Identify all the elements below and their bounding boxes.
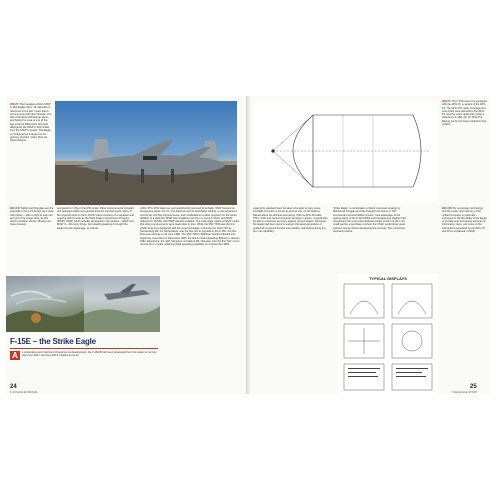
caption-top-right: RIGHT: The F-15E was to be equipped with the APG-70, a variant of the APG-63. The APG-70's radar coverage and scan limits were identical to the APG-63, and the recon radar plan mode is featured in F-15E. (Dr. Dr Pnk) The Boeing set fly the basic production line. (USAF) xyxy=(442,100,487,127)
section-heading: F-15E – the Strike Eagle xyxy=(10,337,96,346)
page-number-right: 25 xyxy=(470,384,477,390)
body-text-col2: a MIL-STD-1760 data bus, and significantly improved its lethality. MSIP focused on several key areas: the CC, the data bus and its associated cabling, a new armament control set, HOTAS improvements, and modifications to allow provision for the future addition of a data link. MSIP was installed in kit form on some F-15As, and MSIP delivered F-15C/Ds with MSIP already installed. The multi-stage nature of MSIP meant that other improvements were made later in time. While the 36th TFW was the first USAF wing to be equipped with the improved Eagle, in Europe the 32nd TFS at Soesterberg AB, the Netherlands, was the first unit to upgrade to the F-15C, the first three jets arriving on 12 June 1980. The 36th TFW's 'Bulldogs' quickly followed suit, beginning conversion in December 1980, the last A-model departing Bitburg in January 1981. Elsewhere, the 44th 'Vampires' at Kadena AB, Okinawa, was the first TAC unit to receive the C-model, attaining initial operating capability on 4 November 1981. xyxy=(140,207,240,247)
caption-bottom-left: BELOW: McDonnell Douglas saw the potential in the F-15 design as a 'dual-role' fighter – able to fight its way into and out of the target area, as this artist's rendition shows. (Boeing via Steve Davies) xyxy=(10,207,54,227)
body-text-right-col2: 'Strike Eagle', a combination of client corporate strategy by McDonnell Douglas and the foresight and vision of TAC commander General Wilbur Creech, took advantage of the ageing status of the F-111 McDonnell Douglas and Hughes had recognised that a two-seat dedicated strike version of the F-15 could well be a purchase to whom the USAF would show great interest, and set about developing the concept. The consortium received positive xyxy=(333,207,406,234)
body-text-col1: compared to 7.25g of the A/B model. Other improvements included anti-resistant radios and general avionics improvements. Many of the improvements to the F-15C/D came courtesy of a separate and ongoing effort known as the Multi-Stage Improvement Program (MSIP). MSIP, which actually developed in two phases – MSIP and MSIP II – did many things, but broadly speaking it brought the Eagle into the digital age, to include xyxy=(57,207,134,230)
running-footer-left: F-15 EAGLE MANUAL xyxy=(10,391,38,394)
drop-cap: A xyxy=(10,351,20,360)
artwork-strike-eagle-right xyxy=(84,276,160,332)
caption-top-left: RIGHT: The Louisiana ANG's MSIP F-15A Eagles carry 'JZ' tailcodes in reference to the jazz music that is synonymous with New Orleans. The lack of bumble-fold fairings above and below the nose is one of the few external differences that help distinguish the MSIP F-15A model from the MSIP C-model. This Eagle is configured as a target tow for gunnery practice. (Gary Klett via Steve Davies) xyxy=(10,103,52,143)
running-footer-right: THE EAGLE STORY xyxy=(452,391,478,394)
typical-displays-diagram xyxy=(338,274,438,394)
heading-rule xyxy=(10,348,158,349)
photo-f15-on-flightline xyxy=(55,101,237,205)
body-text-right-col1: superiority standard load, but also to be able to carry some 15,000lb of bombs in the air-to-ground role, on 18 stations filtered about the airframe and wings. With its APG-63 radar, TISC, HUD and central computer working in unison, it would also be able to maximise accuracy against ground targets. Moreover, the Eagle had been sized to support the latest generation of guided air-to-ground bombs and missiles, still without being any jet in air capability. xyxy=(253,207,328,234)
artwork-strike-eagle-left xyxy=(6,276,84,332)
diagram-title: TYPICAL DISPLAYS xyxy=(369,276,407,281)
radar-coverage-diagram xyxy=(253,101,437,203)
caption-bottom-right: BELOW: By computing 'technology', and the power and memory of the unified computer in particular – improved so did the ability of the Eagle to provide ever-increasing amounts of information. Here, just some of the information generated by the APG-70 and GS is explained. (USAF) xyxy=(442,207,487,234)
page-number-left: 24 xyxy=(10,384,17,390)
section-body-text: s contentious as it had been throughout its development, the F-15A/B had been developed from the outset to not only carry four AIM-7 and four AIM-9 missiles as an air xyxy=(22,351,157,358)
